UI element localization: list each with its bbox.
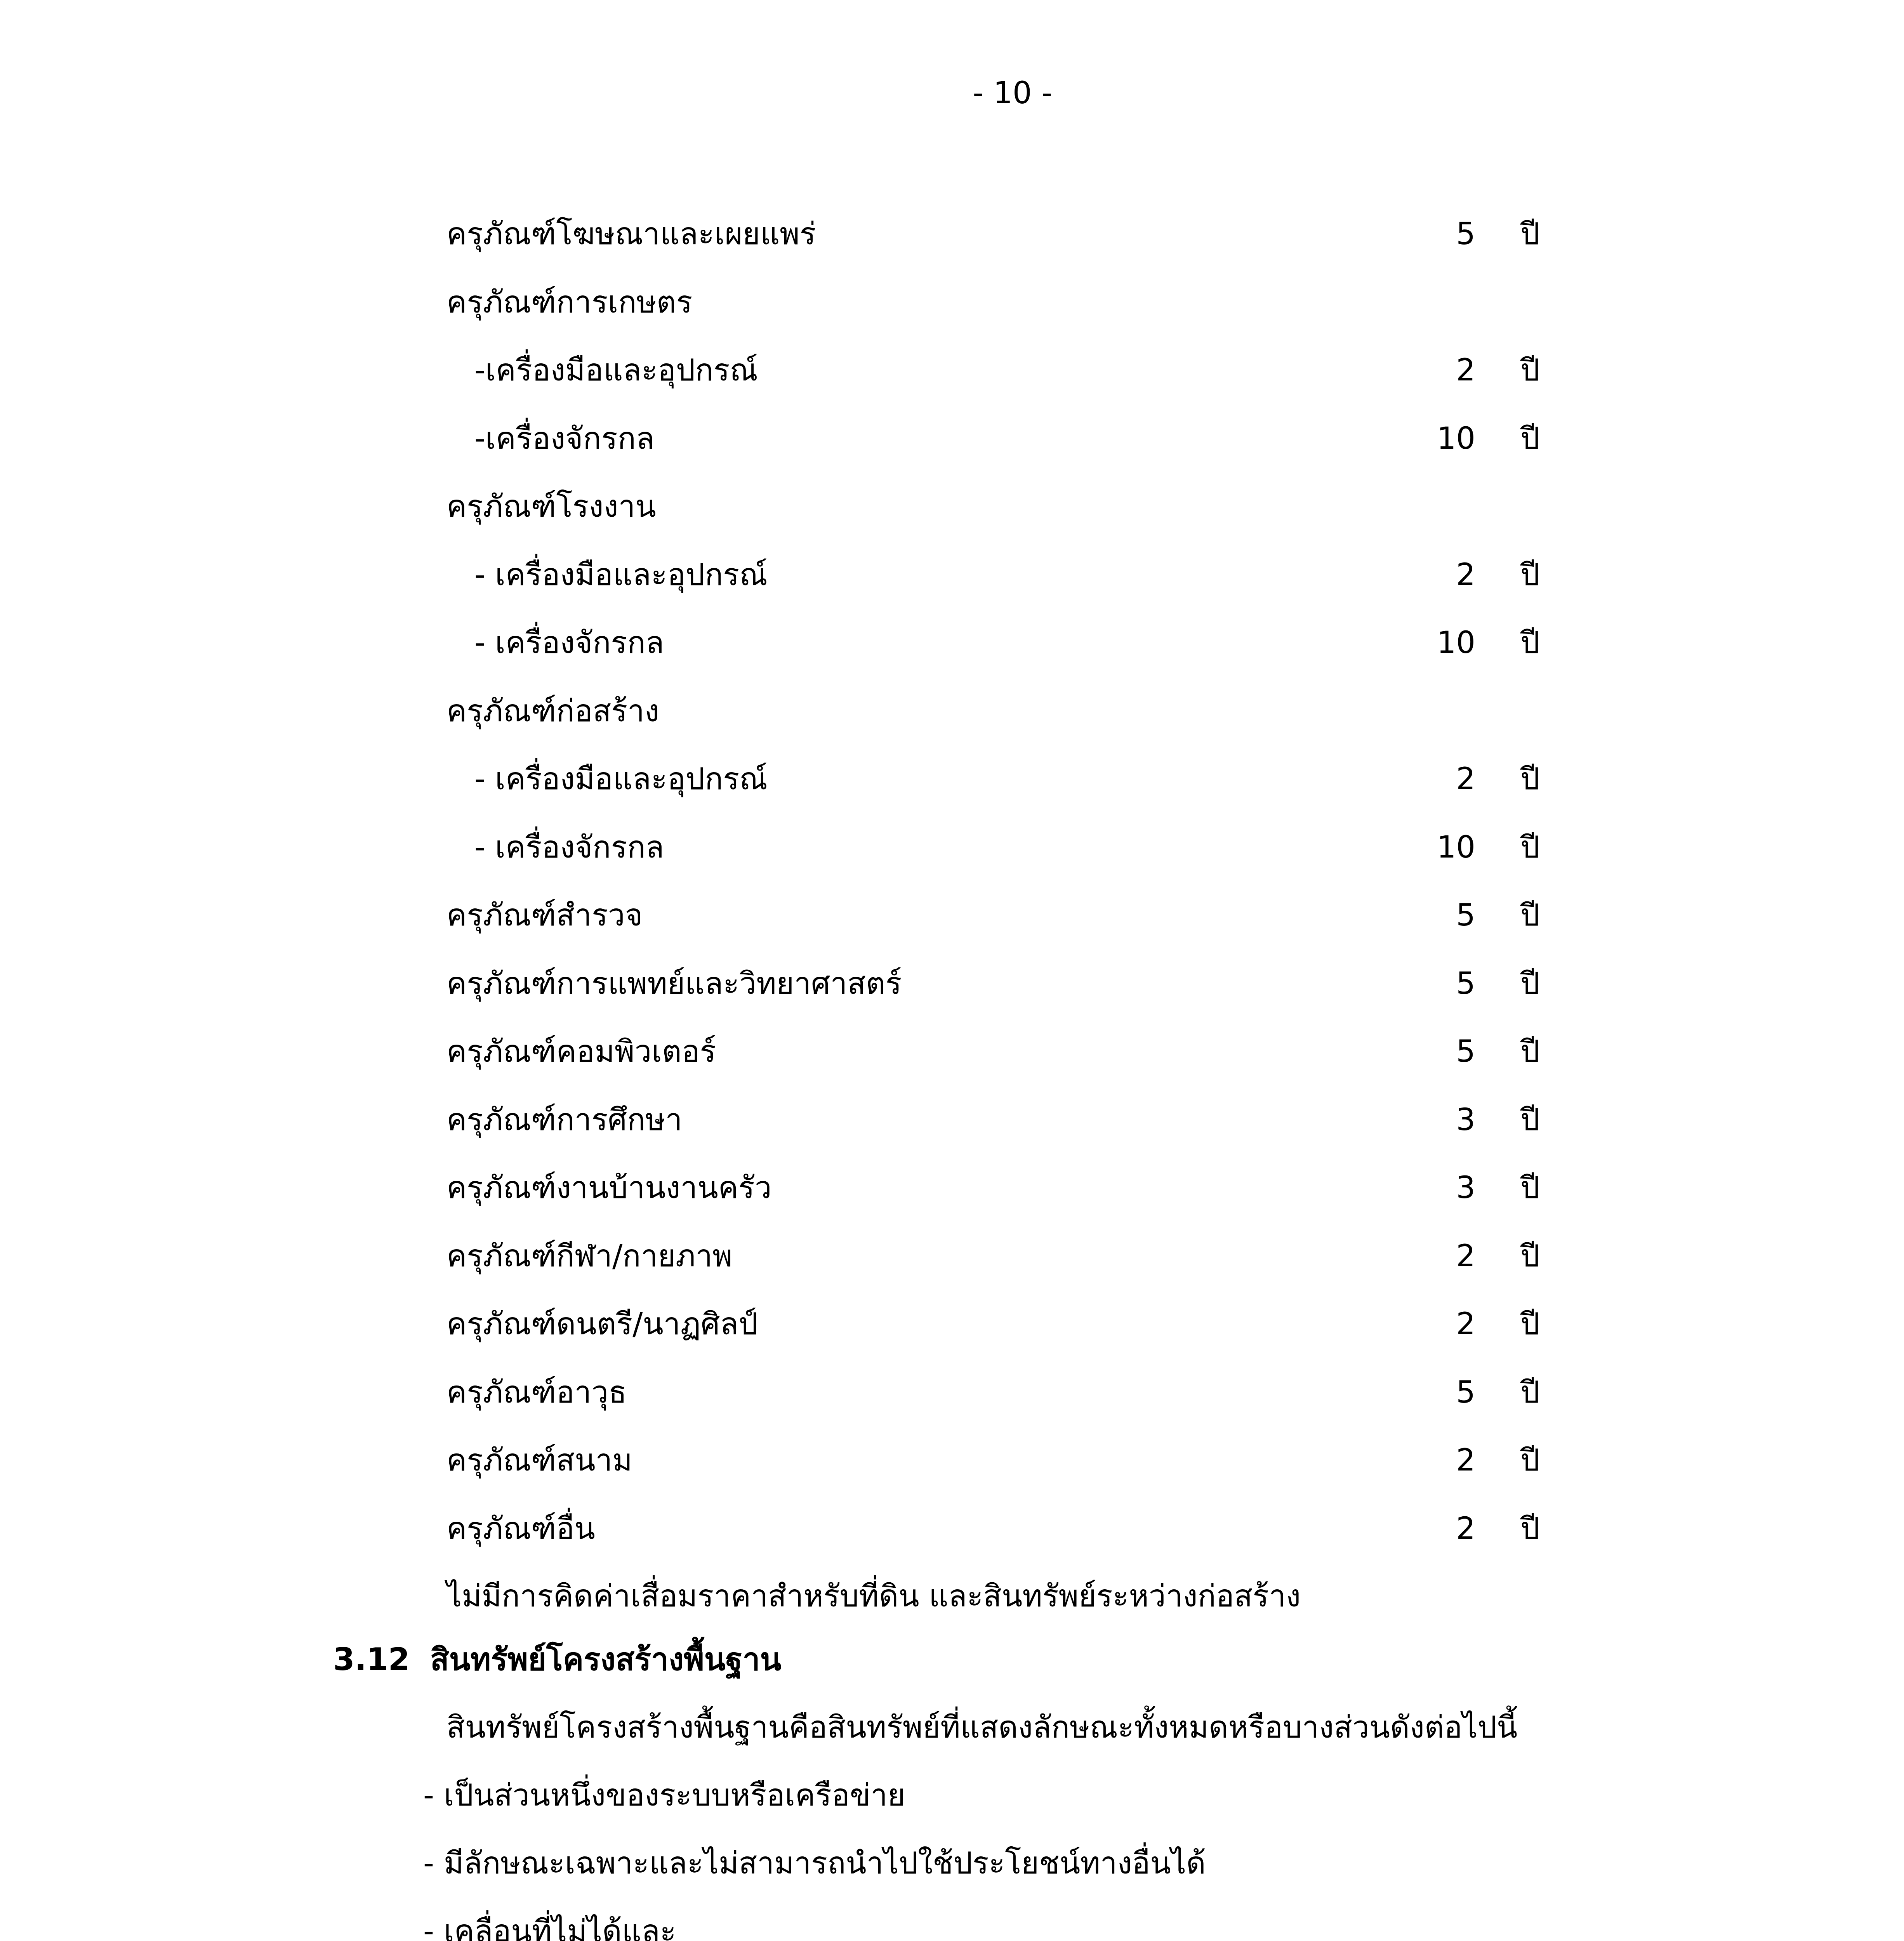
asset-row <box>0 622 1904 690</box>
bullet-item: - มีลักษณะเฉพาะและไม่สามารถนำไปใช้ประโยชน์ทางอื่นได้ <box>423 1846 1206 1881</box>
asset-row <box>0 417 1904 486</box>
asset-unit: ปี <box>1520 625 1540 660</box>
asset-label: -เครื่องจักรกล <box>474 421 655 456</box>
asset-years: 2 <box>1456 1511 1475 1546</box>
asset-row <box>0 962 1904 1031</box>
asset-row <box>0 1507 1904 1576</box>
asset-label: - เครื่องมือและอุปกรณ์ <box>474 557 768 592</box>
asset-label: ครุภัณฑ์การเกษตร <box>446 285 693 320</box>
asset-row <box>0 1303 1904 1371</box>
asset-label: ครุภัณฑ์อาวุธ <box>446 1375 627 1410</box>
asset-years: 3 <box>1456 1102 1475 1137</box>
asset-row <box>0 349 1904 417</box>
asset-row <box>0 894 1904 962</box>
asset-unit: ปี <box>1520 1238 1540 1274</box>
asset-row <box>0 1235 1904 1303</box>
asset-unit: ปี <box>1520 1511 1540 1546</box>
asset-unit: ปี <box>1520 353 1540 388</box>
asset-label: -เครื่องมือและอุปกรณ์ <box>474 353 758 388</box>
asset-label: - เครื่องมือและอุปกรณ์ <box>474 762 768 797</box>
asset-years: 2 <box>1456 1307 1475 1342</box>
asset-label: ครุภัณฑ์โฆษณาและเผยแพร่ <box>446 217 816 252</box>
asset-label: ครุภัณฑ์สนาม <box>446 1443 632 1478</box>
bullet-item: - เป็นส่วนหนึ่งของระบบหรือเครือข่าย <box>423 1778 905 1813</box>
asset-unit: ปี <box>1520 1034 1540 1069</box>
asset-years: 2 <box>1456 762 1475 797</box>
asset-label: ครุภัณฑ์โรงงาน <box>446 489 656 524</box>
section-intro: สินทรัพย์โครงสร้างพื้นฐานคือสินทรัพย์ที่แสดงลักษณะทั้งหมดหรือบางส่วนดังต่อไปนี้ <box>446 1710 1518 1745</box>
asset-label: ครุภัณฑ์สำรวจ <box>446 898 643 933</box>
section-heading <box>333 1638 781 1681</box>
section-number: 3.12 <box>333 1641 410 1677</box>
asset-years: 5 <box>1456 1034 1475 1069</box>
asset-unit: ปี <box>1520 1170 1540 1205</box>
asset-years: 5 <box>1456 966 1475 1001</box>
asset-row <box>0 826 1904 894</box>
asset-unit: ปี <box>1520 762 1540 797</box>
asset-label: ครุภัณฑ์ก่อสร้าง <box>446 693 660 729</box>
asset-label: ครุภัณฑ์อื่น <box>446 1511 595 1546</box>
asset-row <box>0 485 1904 554</box>
asset-label: - เครื่องจักรกล <box>474 625 664 660</box>
asset-unit: ปี <box>1520 1102 1540 1137</box>
asset-years: 10 <box>1437 625 1475 660</box>
asset-row <box>0 1439 1904 1507</box>
depreciation-note: ไม่มีการคิดค่าเสื่อมราคาสำหรับที่ดิน และสินทรัพย์ระหว่างก่อสร้าง <box>446 1579 1301 1614</box>
asset-unit: ปี <box>1520 830 1540 865</box>
asset-row <box>0 554 1904 622</box>
asset-label: ครุภัณฑ์กีฬา/กายภาพ <box>446 1238 733 1274</box>
asset-label: ครุภัณฑ์งานบ้านงานครัว <box>446 1170 772 1205</box>
asset-unit: ปี <box>1520 1443 1540 1478</box>
asset-unit: ปี <box>1520 1375 1540 1410</box>
asset-years: 2 <box>1456 1443 1475 1478</box>
asset-row <box>0 281 1904 349</box>
asset-row <box>0 1030 1904 1099</box>
asset-label: ครุภัณฑ์ดนตรี/นาฏศิลป์ <box>446 1307 758 1342</box>
asset-row <box>0 690 1904 758</box>
asset-years: 2 <box>1456 557 1475 592</box>
asset-label: ครุภัณฑ์การศึกษา <box>446 1102 683 1137</box>
asset-unit: ปี <box>1520 898 1540 933</box>
asset-row <box>0 1371 1904 1439</box>
asset-years: 5 <box>1456 217 1475 252</box>
asset-years: 10 <box>1437 421 1475 456</box>
asset-unit: ปี <box>1520 1307 1540 1342</box>
section-title: สินทรัพย์โครงสร้างพื้นฐาน <box>430 1641 782 1677</box>
asset-row <box>0 1167 1904 1235</box>
asset-years: 2 <box>1456 353 1475 388</box>
asset-unit: ปี <box>1520 557 1540 592</box>
page-number: - 10 - <box>973 76 1053 111</box>
asset-years: 3 <box>1456 1170 1475 1205</box>
asset-unit: ปี <box>1520 421 1540 456</box>
asset-unit: ปี <box>1520 966 1540 1001</box>
asset-label: ครุภัณฑ์การแพทย์และวิทยาศาสตร์ <box>446 966 902 1001</box>
asset-years: 10 <box>1437 830 1475 865</box>
asset-row <box>0 758 1904 826</box>
asset-row <box>0 1099 1904 1167</box>
asset-years: 5 <box>1456 898 1475 933</box>
asset-label: ครุภัณฑ์คอมพิวเตอร์ <box>446 1034 716 1069</box>
bullet-item: - เคลื่อนที่ไม่ได้และ <box>423 1914 676 1941</box>
asset-row <box>0 213 1904 281</box>
asset-years: 2 <box>1456 1238 1475 1274</box>
asset-useful-life-list <box>0 213 1904 1575</box>
asset-label: - เครื่องจักรกล <box>474 830 664 865</box>
asset-years: 5 <box>1456 1375 1475 1410</box>
asset-unit: ปี <box>1520 217 1540 252</box>
